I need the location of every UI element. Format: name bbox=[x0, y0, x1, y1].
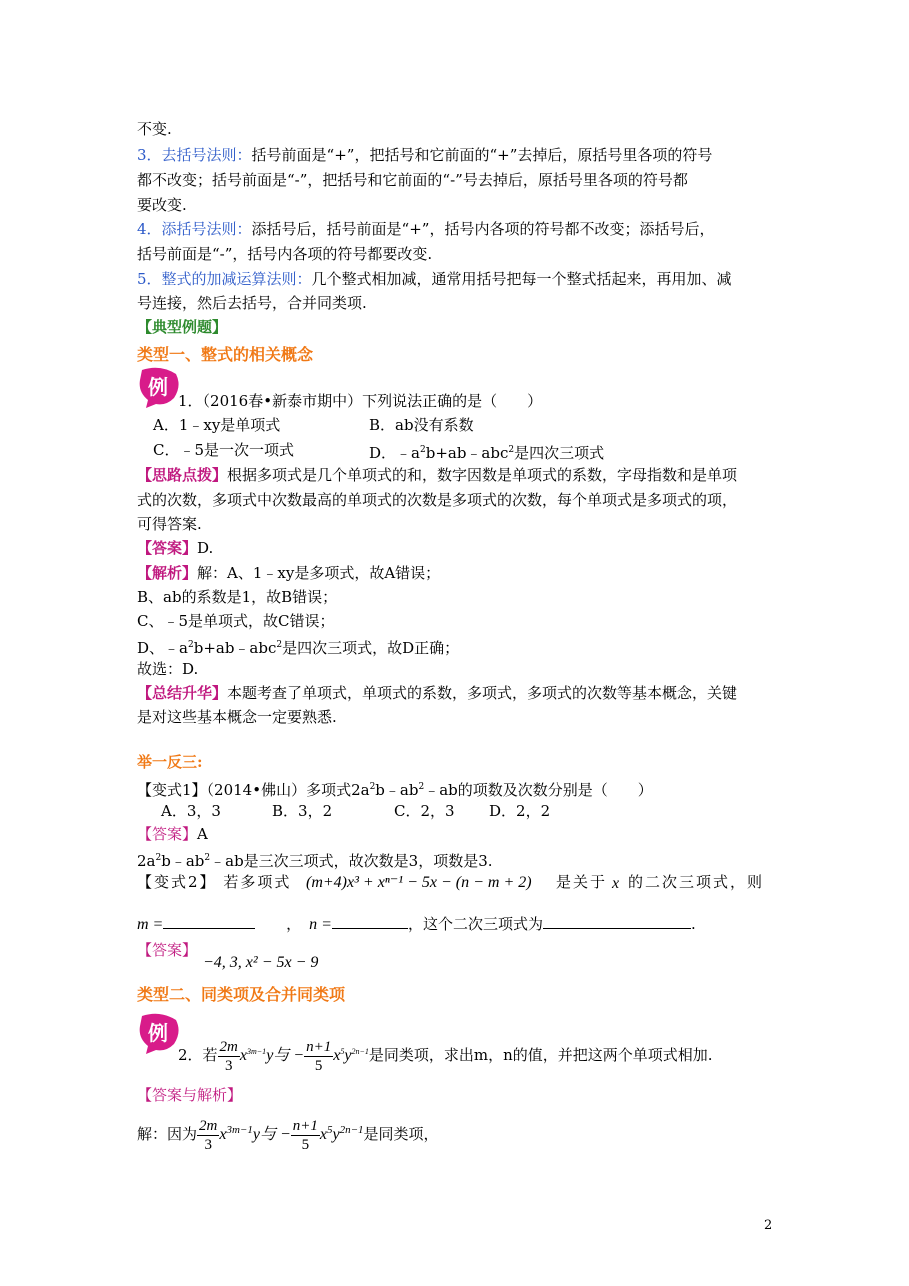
answer-label: 【答案】 bbox=[137, 825, 198, 843]
example-badge-icon bbox=[136, 366, 184, 410]
summary-line: 【总结升华】本题考查了单项式，单项式的系数，多项式，多项式的次数等基本概念，关键 bbox=[137, 684, 738, 702]
summary-line: 是对这些基本概念一定要熟悉. bbox=[137, 708, 337, 726]
type-1-heading: 类型一、整式的相关概念 bbox=[137, 345, 314, 364]
variant-2: 【变式2】 若多项式 bbox=[137, 873, 292, 891]
variant-2-expression: (m+4)x³ + xⁿ⁻¹ − 5x − (n − m + 2) bbox=[306, 874, 532, 891]
option-b: B．ab没有系数 bbox=[369, 416, 474, 434]
text-line: 不变. bbox=[137, 120, 172, 138]
variant-1: 【变式1】（2014•佛山）多项式$2a^2b﹣ab^2﹣ab$的项数及次数分别是（ ） bbox=[137, 781, 653, 799]
type-2-heading: 类型二、同类项及合并同类项 bbox=[137, 985, 346, 1004]
hint-line: 可得答案. bbox=[137, 515, 202, 533]
section-typical-examples: 【典型例题】 bbox=[137, 318, 228, 336]
variant-1-option: C．2，3 bbox=[394, 802, 455, 820]
hint-line: 式的次数，多项式中次数最高的单项式的次数是多项式的次数，每个单项式是多项式的项， bbox=[137, 491, 738, 509]
rule-4-text: 添括号后，括号前面是“+”，括号内各项的符号都不改变；添括号后， bbox=[251, 220, 715, 238]
example-badge bbox=[136, 1012, 184, 1056]
analysis-line: 故选：D. bbox=[137, 660, 199, 678]
option-c: C．﹣5是一次一项式 bbox=[153, 441, 295, 459]
answer-analysis-label: 【答案与解析】 bbox=[137, 1086, 243, 1104]
summary-label: 【总结升华】 bbox=[137, 684, 228, 702]
svg-text:例: 例 bbox=[148, 1021, 168, 1045]
page-number: 2 bbox=[764, 1218, 773, 1233]
rule-5-title: 5．整式的加减运算法则： bbox=[137, 270, 312, 288]
rule-4-title: 4．添括号法则： bbox=[137, 220, 252, 238]
question-2: 2．若 $\frac{2m}{3}$ $x^{3m-1}y$与 − $\frac{n+1}{5}$ $x^5y^{2n-1}$是同类项，求出m，n的值，并把这两个单项式相加. bbox=[178, 1038, 713, 1074]
example-badge-icon bbox=[136, 1012, 184, 1056]
analysis-line: C、﹣5是单项式，故C错误； bbox=[137, 612, 335, 630]
question-1: 1．（2016春•新泰市期中）下列说法正确的是（ ） bbox=[178, 392, 543, 410]
text-line: 括号前面是“-”，括号内各项的符号都要改变. bbox=[137, 245, 433, 263]
answer-label: 【答案】 bbox=[137, 941, 198, 959]
text-line: 都不改变；括号前面是“-”，把括号和它前面的“-”号去掉后，原括号里各项的符号都 bbox=[137, 171, 688, 189]
analysis-line: B、ab的系数是1，故B错误； bbox=[137, 588, 338, 606]
hint-label: 【思路点拨】 bbox=[137, 466, 228, 484]
variant-1-label: 【变式1】 bbox=[137, 781, 207, 799]
variant-2-var: x bbox=[612, 875, 620, 892]
rule-5 bbox=[137, 269, 732, 289]
rule-3-title: 3．去括号法则： bbox=[137, 146, 252, 164]
variant-1-answer: 【答案】A bbox=[137, 825, 208, 843]
variant-2-label: 【变式2】 bbox=[137, 873, 217, 891]
analysis-line: D、$﹣a^2b+ab﹣abc^2$是四次三项式，故D正确； bbox=[137, 639, 460, 657]
rule-3-text: 括号前面是“+”，把括号和它前面的“+”去掉后，原括号里各项的符号 bbox=[251, 146, 713, 164]
variant-1-explanation: $2a^2b﹣ab^2﹣ab$是三次三项式，故次数是3，项数是3. bbox=[137, 852, 493, 870]
option-d: D．$﹣a^2b+ab﹣abc^2$是四次三项式 bbox=[369, 444, 605, 462]
rule-5-text: 几个整式相加减，通常用括号把每一个整式括起来，再用加、减 bbox=[311, 270, 732, 288]
solution-line: 解：因为 $\frac{2m}{3}$ $x^{3m-1}y$与 − $\frac{n+1}{5}$ $x^5y^{2n-1}$是同类项， bbox=[137, 1117, 439, 1153]
rule-4 bbox=[137, 219, 714, 239]
variant-2-text: 是关于 bbox=[556, 873, 608, 891]
variant-2-blanks: m = ， n = ，这个二次三项式为 . bbox=[137, 915, 696, 933]
hint-line: 【思路点拨】根据多项式是几个单项式的和，数字因数是单项式的系数，字母指数和是单项 bbox=[137, 466, 738, 484]
blank-n[interactable] bbox=[332, 928, 408, 929]
blank-m[interactable] bbox=[163, 928, 255, 929]
variant-2-answer bbox=[137, 940, 197, 960]
variant-1-option: D．2，2 bbox=[489, 802, 551, 820]
extend-heading: 举一反三: bbox=[137, 753, 203, 771]
variant-2-answer-value: −4, 3, x² − 5x − 9 bbox=[203, 954, 319, 971]
analysis-line: 【解析】解：A、1﹣xy是多项式，故A错误； bbox=[137, 564, 441, 582]
rule-3 bbox=[137, 145, 712, 165]
variant-1-option: B．3，2 bbox=[272, 802, 333, 820]
option-a: A．1﹣xy是单项式 bbox=[153, 416, 281, 434]
blank-polynomial[interactable] bbox=[543, 928, 691, 929]
variant-1-option: A．3，3 bbox=[161, 802, 221, 820]
analysis-label: 【解析】 bbox=[137, 564, 198, 582]
answer-line: 【答案】D. bbox=[137, 539, 214, 557]
example-badge bbox=[136, 366, 184, 410]
text-line: 号连接，然后去括号，合并同类项. bbox=[137, 294, 367, 312]
variant-2-text: 的二次三项式，则 bbox=[628, 873, 765, 891]
text-line: 要改变. bbox=[137, 196, 187, 214]
answer-label: 【答案】 bbox=[137, 539, 198, 557]
svg-text:例: 例 bbox=[148, 375, 168, 399]
